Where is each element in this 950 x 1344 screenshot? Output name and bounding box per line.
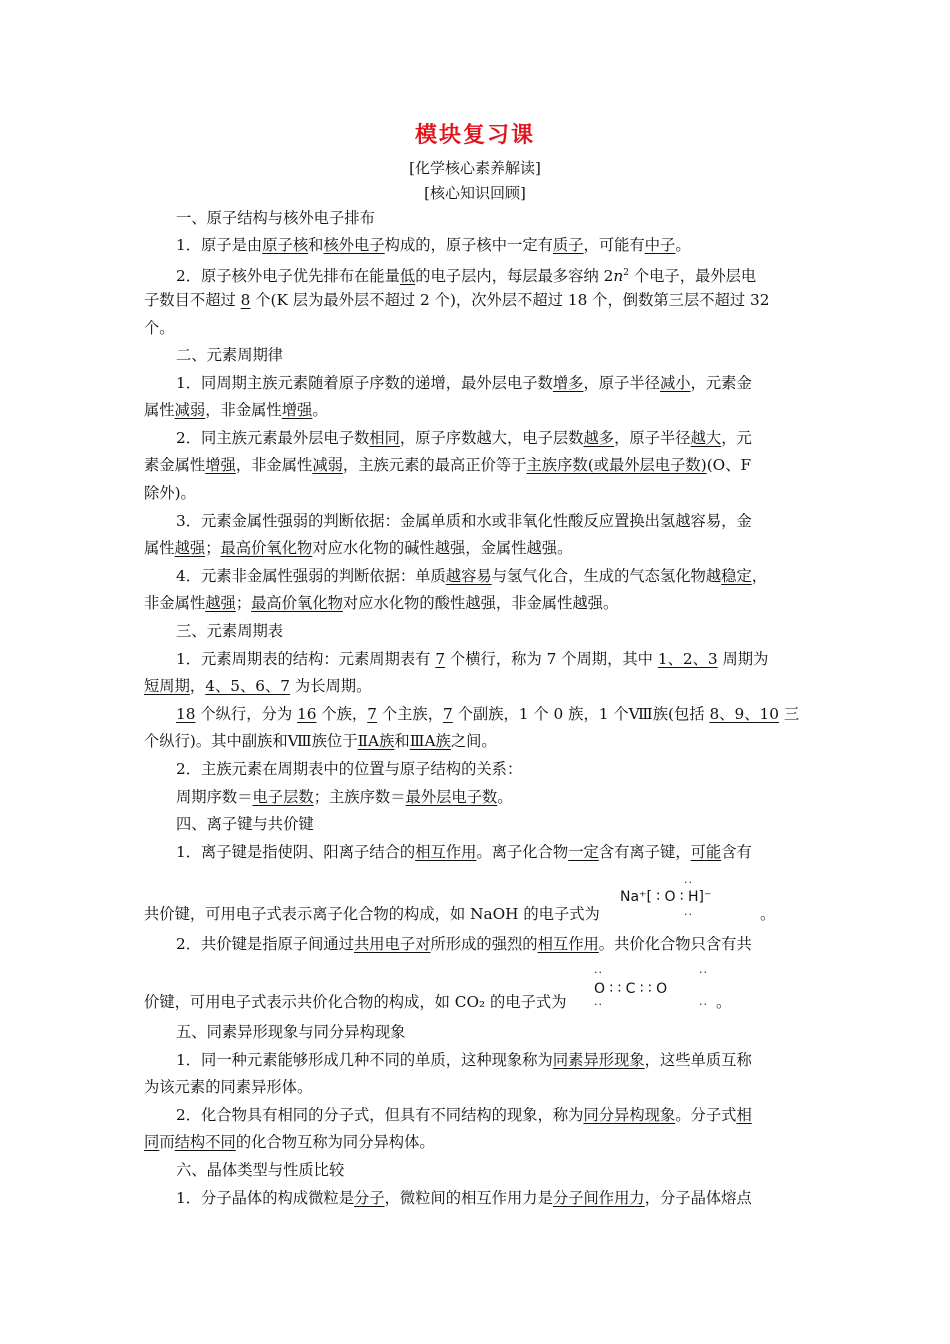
- naoh-electron-formula: Na⁺[ ∶ O ∶ H]⁻: [620, 889, 712, 905]
- paragraph: 除外)。: [144, 484, 196, 502]
- lone-pair-dots: ··: [594, 966, 603, 979]
- paragraph: 2．化合物具有相同的分子式，但具有不同结构的现象，称为同分异构现象。分子式相: [176, 1106, 752, 1124]
- paragraph: 周期序数＝电子层数；主族序数＝最外层电子数。: [176, 788, 513, 806]
- paragraph: 个。: [144, 319, 175, 337]
- paragraph: 1．原子是由原子核和核外电子构成的，原子核中一定有质子，可能有中子。: [176, 236, 691, 254]
- page-title: 模块复习课: [414, 123, 535, 148]
- paragraph: 属性越强；最高价氧化物对应水化物的碱性越强，金属性越强。: [144, 539, 573, 557]
- heading-6: 六、晶体类型与性质比较: [176, 1161, 345, 1179]
- subtitle-knowledge: [核心知识回顾]: [424, 184, 526, 202]
- paragraph: 2．共价键是指原子间通过共用电子对所形成的强烈的相互作用。共价化合物只含有共: [176, 935, 752, 953]
- paragraph: 素金属性增强，非金属性减弱，主族元素的最高正价等于主族序数(或最外层电子数)(O、F: [144, 456, 752, 474]
- co2-electron-formula: O ∶ ∶ C ∶ ∶ O: [594, 981, 668, 997]
- heading-4: 四、离子键与共价键: [176, 815, 314, 833]
- paragraph: 同而结构不同的化合物互称为同分异构体。: [144, 1133, 435, 1151]
- heading-2: 二、元素周期律: [176, 346, 284, 364]
- paragraph: 1．分子晶体的构成微粒是分子，微粒间的相互作用力是分子间作用力，分子晶体熔点: [176, 1189, 752, 1207]
- paragraph: 价键，可用电子式表示共价化合物的构成，如 CO₂ 的电子式为: [144, 993, 567, 1011]
- heading-3: 三、元素周期表: [176, 622, 284, 640]
- paragraph: 短周期，4、5、6、7 为长周期。: [144, 677, 372, 695]
- paragraph: 非金属性越强；最高价氧化物对应水化物的酸性越强，非金属性越强。: [144, 594, 619, 612]
- heading-1: 一、原子结构与核外电子排布: [176, 209, 375, 227]
- paragraph: 个纵行)。其中副族和Ⅷ族位于ⅡA族和ⅢA族之间。: [144, 732, 497, 750]
- paragraph: 1．离子键是指使阴、阳离子结合的相互作用。离子化合物一定含有离子键，可能含有: [176, 843, 752, 861]
- paragraph: 18 个纵行，分为 16 个族，7 个主族，7 个副族，1 个 0 族，1 个Ⅷ族(包括 8、9、10 三: [176, 705, 800, 723]
- paragraph: 共价键，可用电子式表示离子化合物的构成，如 NaOH 的电子式为: [144, 905, 600, 923]
- paragraph: 1．同一种元素能够形成几种不同的单质，这种现象称为同素异形现象，这些单质互称: [176, 1051, 752, 1069]
- paragraph: 2．同主族元素最外层电子数相同，原子序数越大，电子层数越多，原子半径越大，元: [176, 429, 752, 447]
- lone-pair-dots: ··: [684, 876, 693, 889]
- lone-pair-dots: ··: [699, 998, 708, 1011]
- paragraph: 子数目不超过 8 个(K 层为最外层不超过 2 个)，次外层不超过 18 个，倒数第三层不超过 32: [144, 291, 770, 309]
- paragraph: 为该元素的同素异形体。: [144, 1078, 313, 1096]
- lone-pair-dots: ··: [684, 908, 693, 921]
- paragraph: 2．主族元素在周期表中的位置与原子结构的关系：: [176, 760, 523, 778]
- paragraph: 3．元素金属性强弱的判断依据：金属单质和水或非氧化性酸反应置换出氢越容易，金: [176, 512, 752, 530]
- subtitle-literacy: [化学核心素养解读]: [409, 159, 541, 177]
- heading-5: 五、同素异形现象与同分异构现象: [176, 1023, 406, 1041]
- lone-pair-dots: ··: [699, 966, 708, 979]
- lone-pair-dots: ··: [594, 998, 603, 1011]
- paragraph: 4．元素非金属性强弱的判断依据：单质越容易与氢气化合，生成的气态氢化物越稳定，: [176, 567, 768, 585]
- period: 。: [716, 993, 732, 1011]
- paragraph: 1．同周期主族元素随着原子序数的递增，最外层电子数增多，原子半径减小，元素金: [176, 374, 752, 392]
- paragraph: 1．元素周期表的结构：元素周期表有 7 个横行，称为 7 个周期，其中 1、2、3 周期为: [176, 650, 769, 668]
- paragraph: 属性减弱，非金属性增强。: [144, 401, 328, 419]
- period: 。: [760, 905, 776, 923]
- paragraph: 2．原子核外电子优先排布在能量低的电子层内，每层最多容纳 $2n^2$ 个电子，最外层电: [176, 267, 757, 286]
